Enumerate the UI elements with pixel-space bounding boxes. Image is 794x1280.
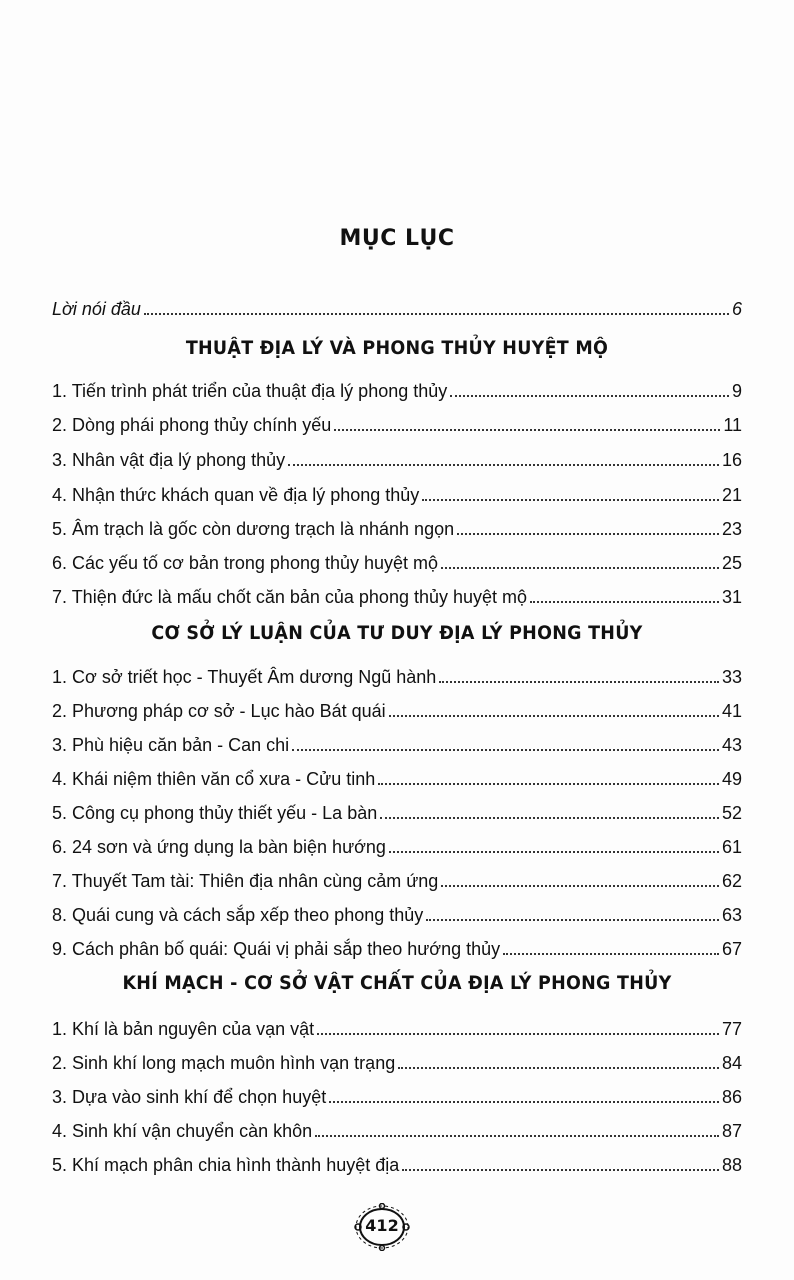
- toc-row[interactable]: [52, 762, 742, 790]
- toc-row[interactable]: [52, 512, 742, 540]
- toc-label: 3. Dựa vào sinh khí để chọn huyệt: [52, 1087, 327, 1107]
- toc-row[interactable]: [52, 408, 742, 436]
- toc-row[interactable]: [52, 1012, 742, 1040]
- toc-row[interactable]: [52, 478, 742, 506]
- page-number-badge: [351, 1203, 413, 1251]
- toc-page: 86: [721, 1087, 742, 1107]
- dot-leader: [439, 680, 719, 683]
- dot-leader: [389, 850, 719, 853]
- toc-label: 3. Phù hiệu căn bản - Can chi: [52, 735, 290, 755]
- toc-page: 9: [731, 381, 742, 401]
- toc-label: 2. Dòng phái phong thủy chính yếu: [52, 415, 332, 435]
- toc-page: 63: [721, 905, 742, 925]
- dot-leader: [315, 1134, 719, 1137]
- toc-page: 6: [731, 299, 742, 319]
- toc-row[interactable]: [52, 443, 742, 471]
- toc-row[interactable]: [52, 694, 742, 722]
- toc-label: 6. 24 sơn và ứng dụng la bàn biện hướng: [52, 837, 386, 857]
- dot-leader: [144, 312, 729, 315]
- toc-label: 1. Cơ sở triết học - Thuyết Âm dương Ngũ hành: [52, 667, 437, 687]
- dot-leader: [441, 566, 719, 569]
- toc-page: 87: [721, 1121, 742, 1141]
- dot-leader: [450, 394, 729, 397]
- dot-leader: [334, 428, 720, 431]
- toc-label: 8. Quái cung và cách sắp xếp theo phong thủy: [52, 905, 424, 925]
- toc-label: 2. Sinh khí long mạch muôn hình vạn trạng: [52, 1053, 396, 1073]
- section-heading: CƠ SỞ LÝ LUẬN CỦA TƯ DUY ĐỊA LÝ PHONG THỦY: [151, 622, 643, 644]
- dot-leader: [288, 463, 719, 466]
- dot-leader: [457, 532, 719, 535]
- toc-label: 4. Nhận thức khách quan về địa lý phong thủy: [52, 485, 420, 505]
- toc-page: 43: [721, 735, 742, 755]
- dot-leader: [380, 816, 719, 819]
- page-number: 412: [365, 1216, 399, 1235]
- toc-row[interactable]: [52, 1080, 742, 1108]
- toc-page: 49: [721, 769, 742, 789]
- toc-row-preface[interactable]: [52, 292, 742, 320]
- dot-leader: [389, 714, 719, 717]
- toc-label: 9. Cách phân bố quái: Quái vị phải sắp theo hướng thủy: [52, 939, 501, 959]
- dot-leader: [402, 1168, 719, 1171]
- section-heading: KHÍ MẠCH - CƠ SỞ VẬT CHẤT CỦA ĐỊA LÝ PHONG THỦY: [122, 972, 672, 994]
- toc-label: 5. Công cụ phong thủy thiết yếu - La bàn: [52, 803, 378, 823]
- page-title: MỤC LỤC: [339, 226, 455, 251]
- toc-page: 62: [721, 871, 742, 891]
- dot-leader: [317, 1032, 719, 1035]
- dot-leader: [441, 884, 719, 887]
- toc-page: 88: [721, 1155, 742, 1175]
- toc-row[interactable]: [52, 546, 742, 574]
- dot-leader: [530, 600, 719, 603]
- toc-row[interactable]: [52, 728, 742, 756]
- toc-page: 67: [721, 939, 742, 959]
- dot-leader: [329, 1100, 719, 1103]
- dot-leader: [378, 782, 719, 785]
- dot-leader: [422, 498, 719, 501]
- toc-label: Lời nói đầu: [52, 299, 141, 319]
- toc-page: 11: [723, 415, 742, 435]
- toc-label: 1. Tiến trình phát triển của thuật địa lý phong thủy: [52, 381, 448, 401]
- toc-label: 1. Khí là bản nguyên của vạn vật: [52, 1019, 315, 1039]
- toc-label: 4. Khái niệm thiên văn cổ xưa - Cửu tinh: [52, 769, 376, 789]
- toc-label: 4. Sinh khí vận chuyển càn khôn: [52, 1121, 313, 1141]
- toc-label: 5. Âm trạch là gốc còn dương trạch là nhánh ngọn: [52, 519, 455, 539]
- toc-label: 6. Các yếu tố cơ bản trong phong thủy huyệt mộ: [52, 553, 439, 573]
- toc-row[interactable]: [52, 1114, 742, 1142]
- toc-row[interactable]: [52, 1046, 742, 1074]
- dot-leader: [292, 748, 719, 751]
- toc-row[interactable]: [52, 374, 742, 402]
- toc-row[interactable]: [52, 864, 742, 892]
- toc-row[interactable]: [52, 1148, 742, 1176]
- toc-page: 31: [721, 587, 742, 607]
- toc-page: 21: [721, 485, 742, 505]
- toc-label: 2. Phương pháp cơ sở - Lục hào Bát quái: [52, 701, 386, 721]
- toc-page: 23: [721, 519, 742, 539]
- dot-leader: [398, 1066, 719, 1069]
- toc-label: 7. Thuyết Tam tài: Thiên địa nhân cùng cảm ứng: [52, 871, 439, 891]
- toc-page: 61: [721, 837, 742, 857]
- toc-label: 3. Nhân vật địa lý phong thủy: [52, 450, 286, 470]
- dot-leader: [503, 952, 719, 955]
- toc-page: 25: [721, 553, 742, 573]
- toc-page: 41: [721, 701, 742, 721]
- toc-label: 7. Thiện đức là mấu chốt căn bản của phong thủy huyệt mộ: [52, 587, 528, 607]
- toc-row[interactable]: [52, 660, 742, 688]
- toc-page: 52: [721, 803, 742, 823]
- toc-page: 16: [721, 450, 742, 470]
- toc-label: 5. Khí mạch phân chia hình thành huyệt địa: [52, 1155, 400, 1175]
- section-heading: THUẬT ĐỊA LÝ VÀ PHONG THỦY HUYỆT MỘ: [185, 337, 609, 359]
- toc-row[interactable]: [52, 580, 742, 608]
- toc-page: 33: [721, 667, 742, 687]
- toc-row[interactable]: [52, 796, 742, 824]
- toc-row[interactable]: [52, 830, 742, 858]
- toc-row[interactable]: [52, 898, 742, 926]
- toc-page: 84: [721, 1053, 742, 1073]
- toc-row[interactable]: [52, 932, 742, 960]
- dot-leader: [426, 918, 719, 921]
- toc-page: 77: [721, 1019, 742, 1039]
